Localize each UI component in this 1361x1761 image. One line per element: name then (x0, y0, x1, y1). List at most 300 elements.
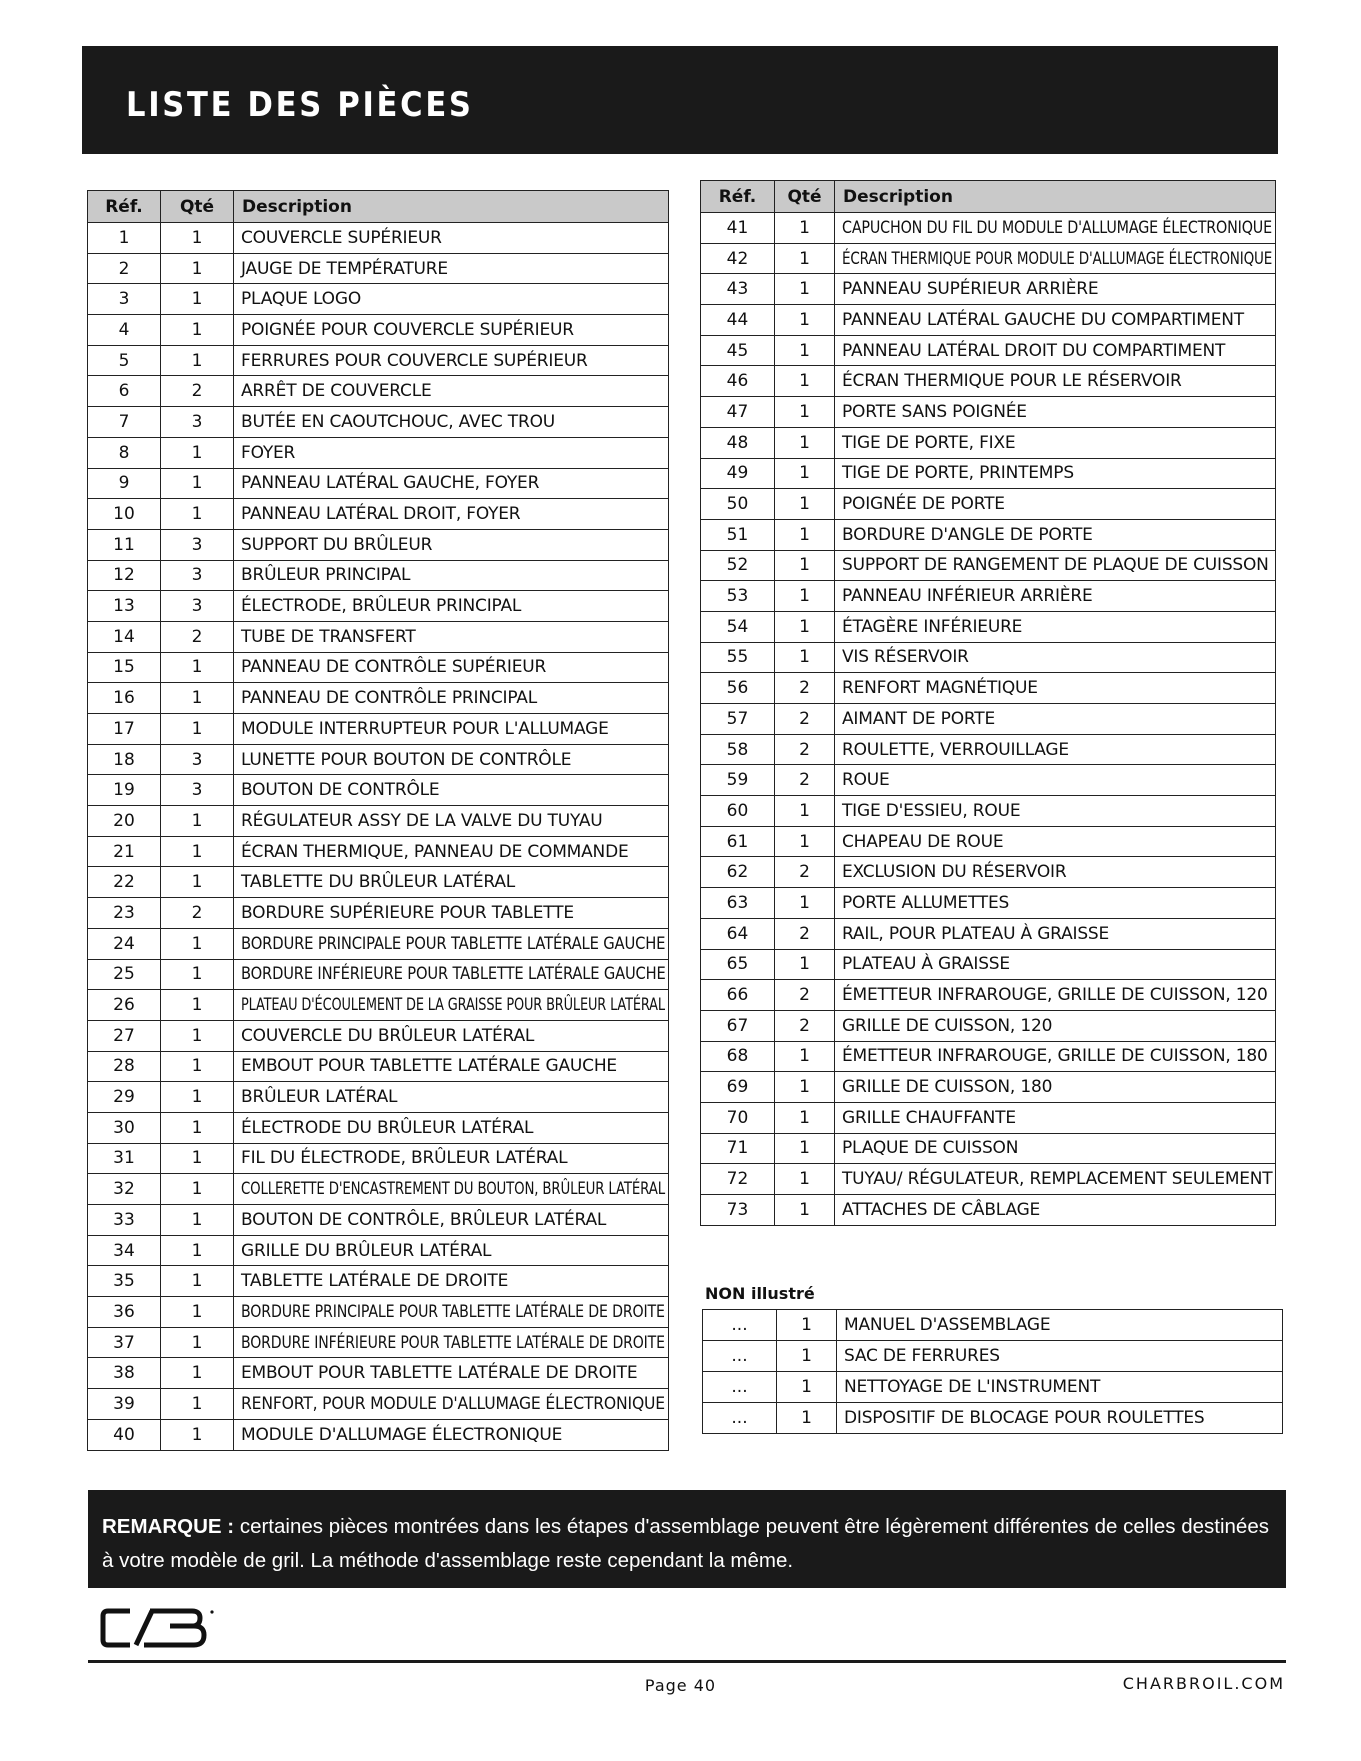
page-number: Page 40 (644, 1676, 717, 1695)
part-description: MANUEL D'ASSEMBLAGE (844, 1315, 1051, 1335)
part-description: EMBOUT POUR TABLETTE LATÉRALE DE DROITE (241, 1363, 638, 1384)
part-ref: 3 (118, 289, 130, 310)
part-ref: 41 (726, 217, 749, 238)
part-description: PANNEAU LATÉRAL GAUCHE DU COMPARTIMENT (842, 309, 1244, 330)
part-ref: ... (731, 1315, 748, 1335)
part-qty: 1 (799, 248, 810, 269)
part-qty: 1 (801, 1346, 812, 1366)
part-qty: 1 (799, 892, 810, 913)
table-row (88, 591, 669, 622)
part-ref: 50 (726, 494, 749, 515)
table-row (88, 990, 669, 1021)
part-ref: 55 (726, 647, 749, 668)
part-description: FIL DU ÉLECTRODE, BRÛLEUR LATÉRAL (241, 1148, 568, 1169)
part-description: SUPPORT DU BRÛLEUR (241, 534, 433, 555)
part-ref: 69 (726, 1077, 749, 1098)
table-row (701, 918, 1276, 949)
table-row (88, 499, 669, 530)
part-description: PANNEAU DE CONTRÔLE PRINCIPAL (241, 688, 537, 709)
table-row (88, 376, 669, 407)
part-ref: 33 (113, 1209, 135, 1230)
part-description: GRILLE DU BRÛLEUR LATÉRAL (241, 1240, 492, 1261)
part-description: PANNEAU LATÉRAL DROIT DU COMPARTIMENT (842, 340, 1226, 361)
part-description: EMBOUT POUR TABLETTE LATÉRALE GAUCHE (241, 1056, 617, 1077)
part-qty: 3 (191, 565, 203, 586)
part-qty: 1 (191, 841, 203, 862)
part-qty: 1 (191, 964, 203, 985)
part-description: DISPOSITIF DE BLOCAGE POUR ROULETTES (844, 1408, 1205, 1428)
table-row (701, 1133, 1276, 1164)
part-ref: 29 (113, 1087, 135, 1108)
part-description: TUBE DE TRANSFERT (241, 626, 416, 647)
part-qty: 2 (799, 678, 810, 699)
table-row (88, 836, 669, 867)
part-ref: 7 (118, 411, 130, 432)
part-ref: 40 (113, 1424, 135, 1445)
table-row (88, 1358, 669, 1389)
part-ref: 60 (726, 800, 749, 821)
part-ref: 49 (726, 463, 749, 484)
part-description: LUNETTE POUR BOUTON DE CONTRÔLE (241, 749, 572, 770)
table-row (701, 611, 1276, 642)
part-qty: 1 (191, 1087, 203, 1108)
part-qty: 1 (799, 586, 810, 607)
col-qty-header: Qté (775, 181, 835, 213)
table-row (701, 857, 1276, 888)
part-description: ROUE (842, 770, 890, 791)
part-qty: 1 (191, 688, 203, 709)
part-ref: 23 (113, 902, 135, 923)
part-description: MODULE INTERRUPTEUR POUR L'ALLUMAGE (241, 718, 609, 739)
part-description: SUPPORT DE RANGEMENT DE PLAQUE DE CUISSON (842, 555, 1269, 576)
part-description: AIMANT DE PORTE (842, 708, 996, 729)
table-row (88, 1235, 669, 1266)
part-description: RÉGULATEUR ASSY DE LA VALVE DU TUYAU (241, 810, 603, 831)
part-qty: 1 (191, 289, 203, 310)
table-row (88, 1389, 669, 1420)
part-ref: 22 (113, 872, 135, 893)
part-description: CHAPEAU DE ROUE (842, 831, 1004, 852)
website-url: CHARBROIL.COM (1122, 1674, 1285, 1693)
part-description: PORTE ALLUMETTES (842, 892, 1010, 913)
part-qty: 1 (801, 1408, 812, 1428)
part-qty: 2 (799, 985, 810, 1006)
part-qty: 1 (799, 463, 810, 484)
table-row (88, 928, 669, 959)
col-ref-header: Réf. (701, 181, 775, 213)
part-qty: 1 (799, 279, 810, 300)
page-title: LISTE DES PIÈCES (126, 85, 474, 125)
part-description: RENFORT, POUR MODULE D'ALLUMAGE ÉLECTRONIQUE (241, 1393, 665, 1414)
parts-table-right (700, 180, 1276, 1226)
part-description: ROULETTE, VERROUILLAGE (842, 739, 1069, 760)
part-description: EXCLUSION DU RÉSERVOIR (842, 862, 1067, 883)
table-row (703, 1403, 1283, 1434)
part-ref: 42 (726, 248, 749, 269)
table-row (88, 683, 669, 714)
part-qty: 1 (799, 1046, 810, 1067)
part-ref: ... (731, 1346, 748, 1366)
part-description: VIS RÉSERVOIR (842, 647, 969, 668)
part-ref: 11 (113, 534, 135, 555)
part-ref: 9 (118, 473, 130, 494)
part-description: TABLETTE DU BRÛLEUR LATÉRAL (241, 872, 516, 893)
table-row (88, 223, 669, 254)
part-ref: 25 (113, 964, 135, 985)
note-label: REMARQUE : (102, 1515, 235, 1538)
table-row (88, 407, 669, 438)
charbroil-logo-icon (100, 1605, 230, 1656)
table-row (88, 1174, 669, 1205)
part-qty: 1 (799, 954, 810, 975)
part-description: COLLERETTE D'ENCASTREMENT DU BOUTON, BRÛLEUR LATÉRAL (241, 1179, 665, 1200)
part-ref: 47 (726, 401, 749, 422)
part-description: BORDURE PRINCIPALE POUR TABLETTE LATÉRALE DE DROITE (241, 1301, 665, 1322)
part-qty: 1 (191, 258, 203, 279)
table-row (88, 714, 669, 745)
part-ref: 24 (113, 933, 135, 954)
table-row (88, 560, 669, 591)
part-description: BORDURE INFÉRIEURE POUR TABLETTE LATÉRALE GAUCHE (241, 964, 666, 985)
table-row (88, 253, 669, 284)
part-ref: 38 (113, 1363, 135, 1384)
part-description: RENFORT MAGNÉTIQUE (842, 678, 1038, 699)
table-row (88, 867, 669, 898)
part-qty: 1 (191, 1363, 203, 1384)
part-qty: 1 (801, 1377, 812, 1397)
part-ref: 18 (113, 749, 135, 770)
table-row (88, 345, 669, 376)
part-qty: 1 (191, 1240, 203, 1261)
part-description: PANNEAU SUPÉRIEUR ARRIÈRE (842, 279, 1099, 300)
part-qty: 1 (191, 1271, 203, 1292)
part-ref: 58 (726, 739, 749, 760)
part-qty: 2 (191, 902, 203, 923)
part-qty: 3 (191, 534, 203, 555)
table-row (88, 744, 669, 775)
table-row (701, 1072, 1276, 1103)
part-ref: 19 (113, 780, 135, 801)
part-ref: 44 (726, 309, 749, 330)
part-qty: 1 (191, 1332, 203, 1353)
part-ref: 27 (113, 1025, 135, 1046)
part-ref: 64 (726, 923, 749, 944)
part-description: SAC DE FERRURES (844, 1346, 1000, 1366)
table-row (88, 1266, 669, 1297)
title-banner (82, 46, 1278, 154)
table-row (701, 642, 1276, 673)
part-qty: 1 (191, 933, 203, 954)
part-ref: 4 (118, 319, 130, 340)
part-description: PANNEAU LATÉRAL DROIT, FOYER (241, 504, 521, 525)
table-row (701, 581, 1276, 612)
part-description: PANNEAU LATÉRAL GAUCHE, FOYER (241, 473, 540, 494)
part-description: POIGNÉE DE PORTE (842, 494, 1005, 515)
table-row (703, 1310, 1283, 1341)
part-qty: 2 (191, 626, 203, 647)
part-description: FOYER (241, 442, 296, 463)
part-ref: 28 (113, 1056, 135, 1077)
table-header-row (701, 181, 1276, 213)
part-qty: 1 (191, 1025, 203, 1046)
table-row (701, 888, 1276, 919)
part-qty: 1 (799, 524, 810, 545)
part-description: FERRURES POUR COUVERCLE SUPÉRIEUR (241, 350, 588, 371)
part-qty: 3 (191, 780, 203, 801)
part-qty: 1 (799, 616, 810, 637)
part-qty: 1 (191, 504, 203, 525)
part-description: BRÛLEUR PRINCIPAL (241, 565, 411, 586)
table-row (701, 305, 1276, 336)
part-ref: 36 (113, 1301, 135, 1322)
part-ref: 53 (726, 586, 749, 607)
part-description: POIGNÉE POUR COUVERCLE SUPÉRIEUR (241, 319, 574, 340)
part-ref: 39 (113, 1393, 135, 1414)
part-qty: 3 (191, 596, 203, 617)
part-qty: 2 (799, 923, 810, 944)
part-description: RAIL, POUR PLATEAU À GRAISSE (842, 923, 1110, 944)
part-qty: 1 (191, 1148, 203, 1169)
part-description: NETTOYAGE DE L'INSTRUMENT (844, 1377, 1101, 1397)
part-qty: 1 (191, 657, 203, 678)
part-ref: 52 (726, 555, 749, 576)
part-ref: ... (731, 1408, 748, 1428)
part-description: ÉMETTEUR INFRAROUGE, GRILLE DE CUISSON, 180 (842, 1046, 1268, 1067)
table-row (88, 1020, 669, 1051)
part-ref: 32 (113, 1179, 135, 1200)
part-description: PANNEAU DE CONTRÔLE SUPÉRIEUR (241, 657, 547, 678)
part-ref: 63 (726, 892, 749, 913)
table-row (701, 734, 1276, 765)
table-header-row (88, 191, 669, 223)
part-qty: 1 (799, 1169, 810, 1190)
part-description: PLATEAU D'ÉCOULEMENT DE LA GRAISSE POUR BRÛLEUR LATÉRAL (241, 995, 665, 1016)
part-ref: 14 (113, 626, 135, 647)
table-row (88, 959, 669, 990)
part-ref: 43 (726, 279, 749, 300)
part-ref: 68 (726, 1046, 749, 1067)
part-description: MODULE D'ALLUMAGE ÉLECTRONIQUE (241, 1424, 563, 1445)
part-ref: 34 (113, 1240, 135, 1261)
table-row (701, 550, 1276, 581)
col-desc-header: Description (234, 191, 669, 223)
part-qty: 1 (191, 1056, 203, 1077)
part-qty: 1 (191, 1301, 203, 1322)
part-ref: 67 (726, 1015, 749, 1036)
part-description: ÉTAGÈRE INFÉRIEURE (842, 616, 1023, 637)
part-description: ÉLECTRODE DU BRÛLEUR LATÉRAL (241, 1117, 534, 1138)
table-row (701, 366, 1276, 397)
part-qty: 2 (799, 739, 810, 760)
part-description: PANNEAU INFÉRIEUR ARRIÈRE (842, 586, 1093, 607)
part-description: COUVERCLE DU BRÛLEUR LATÉRAL (241, 1025, 535, 1046)
part-description: TABLETTE LATÉRALE DE DROITE (241, 1271, 509, 1292)
part-ref: 35 (113, 1271, 135, 1292)
part-qty: 1 (799, 309, 810, 330)
part-qty: 2 (799, 708, 810, 729)
note-box (88, 1490, 1286, 1588)
part-ref: 8 (118, 442, 130, 463)
part-ref: 59 (726, 770, 749, 791)
part-ref: 45 (726, 340, 749, 361)
part-qty: 2 (799, 770, 810, 791)
part-ref: 30 (113, 1117, 135, 1138)
part-description: ATTACHES DE CÂBLAGE (842, 1199, 1041, 1220)
table-row (88, 468, 669, 499)
part-ref: 73 (726, 1199, 749, 1220)
part-qty: 2 (799, 862, 810, 883)
part-description: BORDURE SUPÉRIEURE POUR TABLETTE (241, 902, 574, 923)
part-qty: 1 (799, 1077, 810, 1098)
table-row (701, 397, 1276, 428)
part-ref: 54 (726, 616, 749, 637)
table-row (703, 1341, 1283, 1372)
part-qty: 3 (191, 749, 203, 770)
table-row (701, 427, 1276, 458)
part-ref: 72 (726, 1169, 749, 1190)
part-ref: 17 (113, 718, 135, 739)
table-row (88, 898, 669, 929)
table-row (88, 529, 669, 560)
part-ref: 51 (726, 524, 749, 545)
part-ref: 16 (113, 688, 135, 709)
part-qty: 1 (799, 831, 810, 852)
part-ref: 65 (726, 954, 749, 975)
part-description: TIGE DE PORTE, FIXE (842, 432, 1016, 453)
part-qty: 1 (799, 1199, 810, 1220)
table-row (701, 243, 1276, 274)
part-description: TIGE D'ESSIEU, ROUE (842, 800, 1021, 821)
part-ref: 1 (118, 227, 130, 248)
table-row (88, 1419, 669, 1450)
parts-table-left (87, 190, 669, 1451)
part-qty: 1 (799, 401, 810, 422)
table-row (88, 1297, 669, 1328)
part-ref: 57 (726, 708, 749, 729)
part-ref: 46 (726, 371, 749, 392)
part-ref: 10 (113, 504, 135, 525)
part-qty: 2 (191, 381, 203, 402)
part-ref: 20 (113, 810, 135, 831)
table-row (701, 765, 1276, 796)
table-row (701, 1195, 1276, 1226)
part-qty: 1 (191, 810, 203, 831)
part-qty: 1 (191, 1117, 203, 1138)
table-row (701, 213, 1276, 244)
part-ref: 21 (113, 841, 135, 862)
table-row (701, 489, 1276, 520)
part-qty: 1 (191, 442, 203, 463)
table-row (701, 796, 1276, 827)
part-description: ÉLECTRODE, BRÛLEUR PRINCIPAL (241, 596, 522, 617)
table-row (88, 1051, 669, 1082)
table-row (701, 980, 1276, 1011)
part-qty: 1 (191, 350, 203, 371)
part-description: TUYAU/ RÉGULATEUR, REMPLACEMENT SEULEMENT (842, 1169, 1273, 1190)
table-row (88, 806, 669, 837)
part-description: COUVERCLE SUPÉRIEUR (241, 227, 442, 248)
part-ref: 15 (113, 657, 135, 678)
part-qty: 1 (191, 473, 203, 494)
part-description: PORTE SANS POIGNÉE (842, 401, 1027, 422)
part-description: BOUTON DE CONTRÔLE (241, 780, 440, 801)
part-ref: 6 (118, 381, 130, 402)
not-illustrated-label: NON illustré (705, 1284, 815, 1303)
part-qty: 1 (191, 227, 203, 248)
part-ref: 56 (726, 678, 749, 699)
part-qty: 1 (799, 1107, 810, 1128)
part-qty: 1 (191, 718, 203, 739)
table-row (701, 1102, 1276, 1133)
part-description: PLAQUE LOGO (241, 289, 362, 310)
table-row (88, 1143, 669, 1174)
part-ref: 61 (726, 831, 749, 852)
part-ref: 62 (726, 862, 749, 883)
part-ref: 70 (726, 1107, 749, 1128)
part-qty: 1 (191, 1424, 203, 1445)
part-description: GRILLE DE CUISSON, 120 (842, 1015, 1053, 1036)
part-description: ARRÊT DE COUVERCLE (241, 381, 432, 402)
col-desc-header: Description (835, 181, 1276, 213)
table-row (88, 1205, 669, 1236)
col-qty-header: Qté (161, 191, 234, 223)
part-description: PLAQUE DE CUISSON (842, 1138, 1019, 1159)
col-ref-header: Réf. (88, 191, 161, 223)
part-description: PLATEAU À GRAISSE (842, 954, 1010, 975)
table-row (88, 1112, 669, 1143)
part-qty: 1 (799, 340, 810, 361)
part-qty: 1 (799, 494, 810, 515)
part-ref: 71 (726, 1138, 749, 1159)
part-ref: 5 (118, 350, 130, 371)
not-illustrated-table (702, 1309, 1283, 1434)
part-description: TIGE DE PORTE, PRINTEMPS (842, 463, 1074, 484)
table-row (701, 274, 1276, 305)
part-qty: 1 (191, 319, 203, 340)
table-row (88, 437, 669, 468)
table-row (88, 775, 669, 806)
part-ref: 66 (726, 985, 749, 1006)
part-qty: 1 (799, 555, 810, 576)
table-row (701, 673, 1276, 704)
part-description: BUTÉE EN CAOUTCHOUC, AVEC TROU (241, 411, 556, 432)
part-ref: 31 (113, 1148, 135, 1169)
part-ref: 2 (118, 258, 130, 279)
part-ref: 26 (113, 995, 135, 1016)
part-qty: 1 (799, 1138, 810, 1159)
part-description: GRILLE CHAUFFANTE (842, 1107, 1016, 1128)
table-row (88, 1082, 669, 1113)
footer-rule (88, 1660, 1286, 1663)
part-ref: 48 (726, 432, 749, 453)
part-description: ÉCRAN THERMIQUE, PANNEAU DE COMMANDE (241, 841, 629, 862)
part-description: BOUTON DE CONTRÔLE, BRÛLEUR LATÉRAL (241, 1209, 607, 1230)
table-row (701, 1164, 1276, 1195)
table-row (88, 1327, 669, 1358)
part-qty: 1 (799, 647, 810, 668)
note-text: certaines pièces montrées dans les étapes d'assemblage peuvent être légèrement différentes de celles destinées à votre modèle de gril. La méthode d'assemblage reste cependant la même. (102, 1515, 1269, 1572)
table-row (701, 949, 1276, 980)
part-qty: 1 (799, 217, 810, 238)
part-description: JAUGE DE TEMPÉRATURE (241, 258, 448, 279)
table-row (703, 1372, 1283, 1403)
part-qty: 1 (191, 872, 203, 893)
table-row (88, 315, 669, 346)
part-description: ÉCRAN THERMIQUE POUR LE RÉSERVOIR (842, 371, 1182, 392)
part-qty: 3 (191, 411, 203, 432)
table-row (701, 704, 1276, 735)
part-qty: 1 (191, 995, 203, 1016)
